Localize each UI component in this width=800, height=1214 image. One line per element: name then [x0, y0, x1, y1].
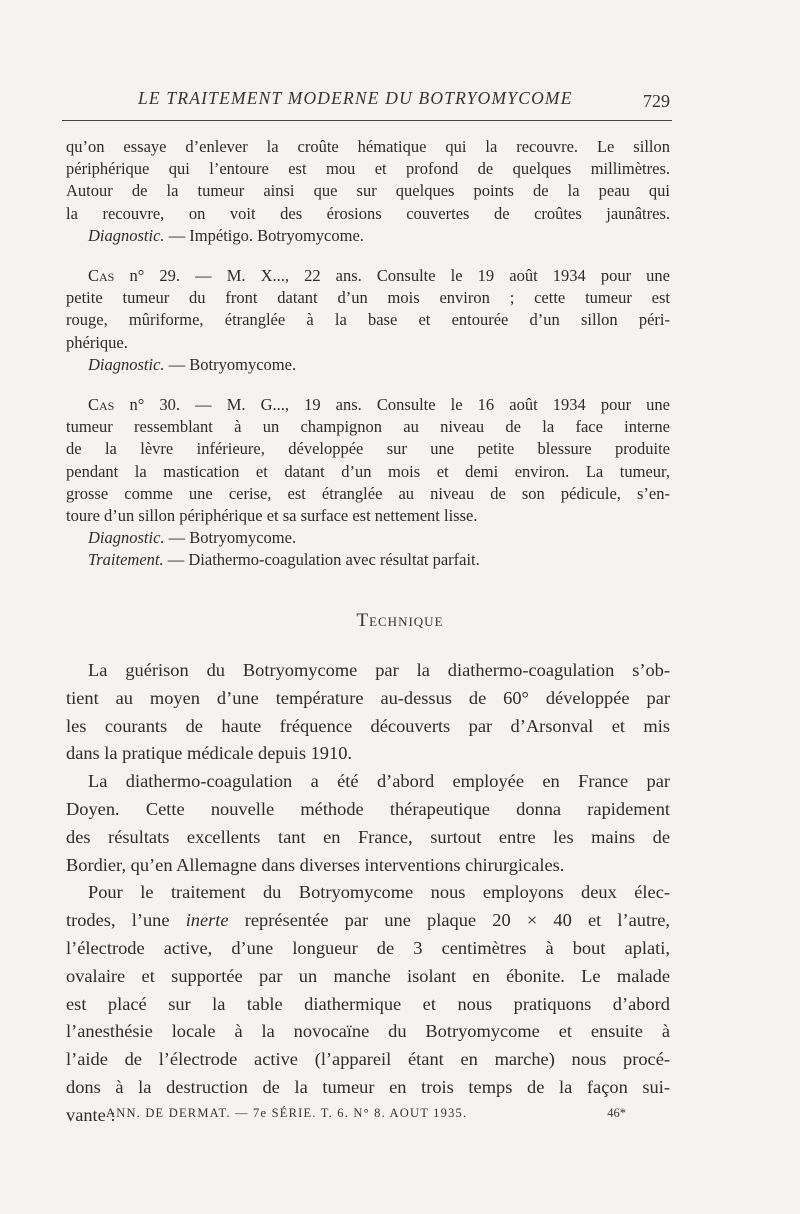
text-line: Pour le traitement du Botryomycome nous employons deux élec-	[88, 882, 670, 903]
footer-citation: ANN. DE DERMAT. — 7e SÉRIE. T. 6. N° 8. AOUT 1935.	[106, 1106, 468, 1120]
electrode-line	[66, 907, 670, 935]
text-fragment: représentée par une plaque 20 × 40 et l’autre,	[228, 910, 670, 931]
treatment-text: — Diathermo-coagulation avec résultat parfait.	[163, 550, 480, 570]
case-first-line	[66, 394, 670, 416]
diagnostic-text: — Botryomycome.	[164, 528, 297, 548]
text-line: Autour de la tumeur ainsi que sur quelques points de la peau qui	[66, 181, 670, 201]
text-line: la recouvre, on voit des érosions couvertes de croûtes jaunâtres.	[66, 203, 670, 223]
text-line: les courants de haute fréquence découverts par d’Arsonval et mis	[66, 715, 670, 736]
text-line: grosse comme une cerise, est étranglée au niveau de son pédicule, s’en-	[66, 483, 670, 503]
text-line: rouge, mûriforme, étranglée à la base et entourée d’un sillon péri-	[66, 310, 670, 330]
text-line: dons à la destruction de la tumeur en trois temps de la façon sui-	[66, 1076, 670, 1097]
diagnostic-text: — Botryomycome.	[164, 354, 297, 374]
text-line: pendant la mastication et datant d’un mois et demi environ. La tumeur,	[66, 461, 670, 481]
text-line: La diathermo-coagulation a été d’abord employée en France par	[88, 771, 670, 792]
text-line: phérique.	[66, 332, 128, 352]
case-first-text: n° 30. — M. G..., 19 ans. Consulte le 16 août 1934 pour une	[114, 395, 670, 414]
diagnostic-label: Diagnostic.	[88, 528, 165, 548]
running-header	[66, 88, 670, 114]
text-line: qu’on essaye d’enlever la croûte hématique qui la recouvre. Le sillon	[66, 137, 670, 156]
diagnostic-text: — Impétigo. Botryomycome.	[164, 225, 364, 245]
text-line: de la lèvre inférieure, développée sur une petite blessure produite	[66, 439, 670, 459]
text-line: vante :	[66, 1104, 116, 1125]
text-line: périphérique qui l’entoure est mou et profond de quelques millimètres.	[66, 159, 670, 179]
text-line: toure d’un sillon périphérique et sa surface est nettement lisse.	[66, 505, 478, 525]
text-line: l’électrode active, d’une longueur de 3 centimètres à bout aplati,	[66, 937, 670, 958]
case-30	[66, 394, 670, 572]
case-first-line	[66, 265, 670, 287]
text-line: tient au moyen d’une température au-dessus de 60° développée par	[66, 687, 670, 708]
text-line: l’anesthésie locale à la novocaïne du Botryomycome et ensuite à	[66, 1021, 670, 1042]
text-line: dans la pratique médicale depuis 1910.	[66, 743, 352, 764]
case-label: Cas	[88, 266, 115, 285]
text-line: La guérison du Botryomycome par la diathermo-coagulation s’ob-	[88, 660, 670, 680]
diagnostic-line	[66, 527, 670, 549]
text-line: est placé sur la table diathermique et nous pratiquons d’abord	[66, 993, 670, 1014]
case-first-text: n° 29. — M. X..., 22 ans. Consulte le 19 août 1934 pour une	[114, 266, 670, 285]
text-line: Doyen. Cette nouvelle méthode thérapeutique donna rapidement	[66, 798, 670, 819]
treatment-line	[66, 549, 670, 571]
text-line: Bordier, qu’en Allemagne dans diverses interventions chirurgicales.	[66, 854, 565, 875]
diagnostic-line	[66, 225, 670, 247]
diagnostic-label: Diagnostic.	[88, 354, 165, 374]
italic-term: inerte	[185, 910, 229, 931]
treatment-label: Traitement.	[88, 550, 164, 570]
header-rule	[62, 120, 672, 121]
header-title: LE TRAITEMENT MODERNE DU BOTRYOMYCOME	[138, 88, 573, 108]
text-line: des résultats excellents tant en France, surtout entre les mains de	[66, 826, 670, 847]
footer-signature: 46*	[607, 1106, 626, 1120]
case-29	[66, 265, 670, 376]
text-line: tumeur ressemblant à un champignon au niveau de la face interne	[66, 417, 670, 437]
diagnostic-label: Diagnostic.	[88, 225, 165, 245]
technique-section	[66, 657, 670, 1130]
case-label: Cas	[88, 395, 115, 414]
section-title: Technique	[356, 610, 444, 631]
text-line: l’aide de l’électrode active (l’appareil étant en marche) nous procé-	[66, 1049, 670, 1070]
text-line: petite tumeur du front datant d’un mois environ ; cette tumeur est	[66, 288, 670, 308]
text-fragment: trodes, l’une	[66, 910, 186, 931]
page-number: 729	[643, 91, 670, 111]
footer	[106, 1106, 626, 1126]
text-line: ovalaire et supportée par un manche isolant en ébonite. Le malade	[66, 965, 670, 986]
intro-paragraph	[66, 136, 670, 247]
diagnostic-line	[66, 354, 670, 376]
